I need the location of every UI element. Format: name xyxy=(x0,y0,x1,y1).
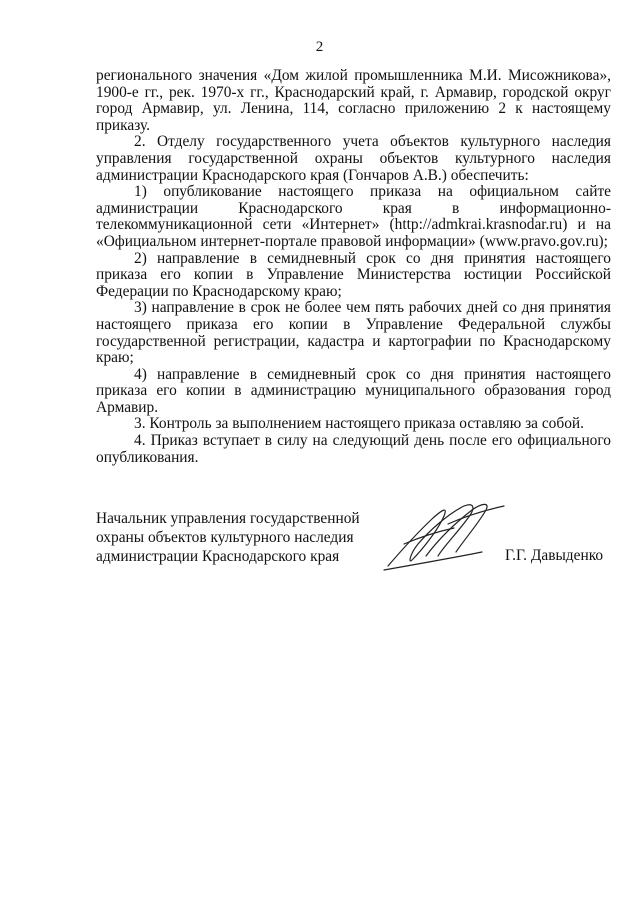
signatory-name: Г.Г. Давыденко xyxy=(505,547,604,564)
signatory-position-line: охраны объектов культурного наследия xyxy=(96,529,354,546)
paragraph: регионального значения «Дом жилой промышленника М.И. Мисожникова», 1900-е гг., рек. 1970-х гг., Краснодарский край, г. Армавир, городской округ город Армавир, ул. Ленина, 114, согласно приложению 2 к настоящему приказу. xyxy=(96,67,611,134)
document-body xyxy=(96,68,611,466)
paragraph: 3. Контроль за выполнением настоящего приказа оставляю за собой. xyxy=(134,415,584,433)
paragraph: 4) направление в семидневный срок со дня принятия настоящего приказа его копии в администрацию муниципального образования город Армавир. xyxy=(96,365,611,416)
handwritten-signature xyxy=(378,494,508,574)
paragraph: 3) направление в срок не более чем пять рабочих дней со дня принятия настоящего приказа его копии в Управление Федеральной службы государственной регистрации, кадастра и картографии по Краснодарскому краю; xyxy=(96,299,611,367)
signatory-position-line: Начальник управления государственной xyxy=(96,510,360,527)
paragraph: 4. Приказ вступает в силу на следующий день после его официального опубликования. xyxy=(96,432,611,466)
signatory-position-line: администрации Краснодарского края xyxy=(96,548,340,565)
paragraph: 1) опубликование настоящего приказа на официальном сайте администрации Краснодарского края в информационно-телекоммуникационной сети «Интернет» (http://admkrai.krasnodar.ru) и на «Официальном интернет-портале правовой информации» (www.pravo.gov.ru); xyxy=(96,183,611,250)
page-number: 2 xyxy=(315,39,324,55)
signatory-position xyxy=(96,509,376,566)
paragraph: 2. Отделу государственного учета объектов культурного наследия управления государственной охраны объектов культурного наследия администрации Краснодарского края (Гончаров А.В.) обеспечить: xyxy=(96,133,611,184)
paragraph: 2) направление в семидневный срок со дня принятия настоящего приказа его копии в Управление Министерства юстиции Российской Федерации по Краснодарскому краю; xyxy=(96,249,611,300)
